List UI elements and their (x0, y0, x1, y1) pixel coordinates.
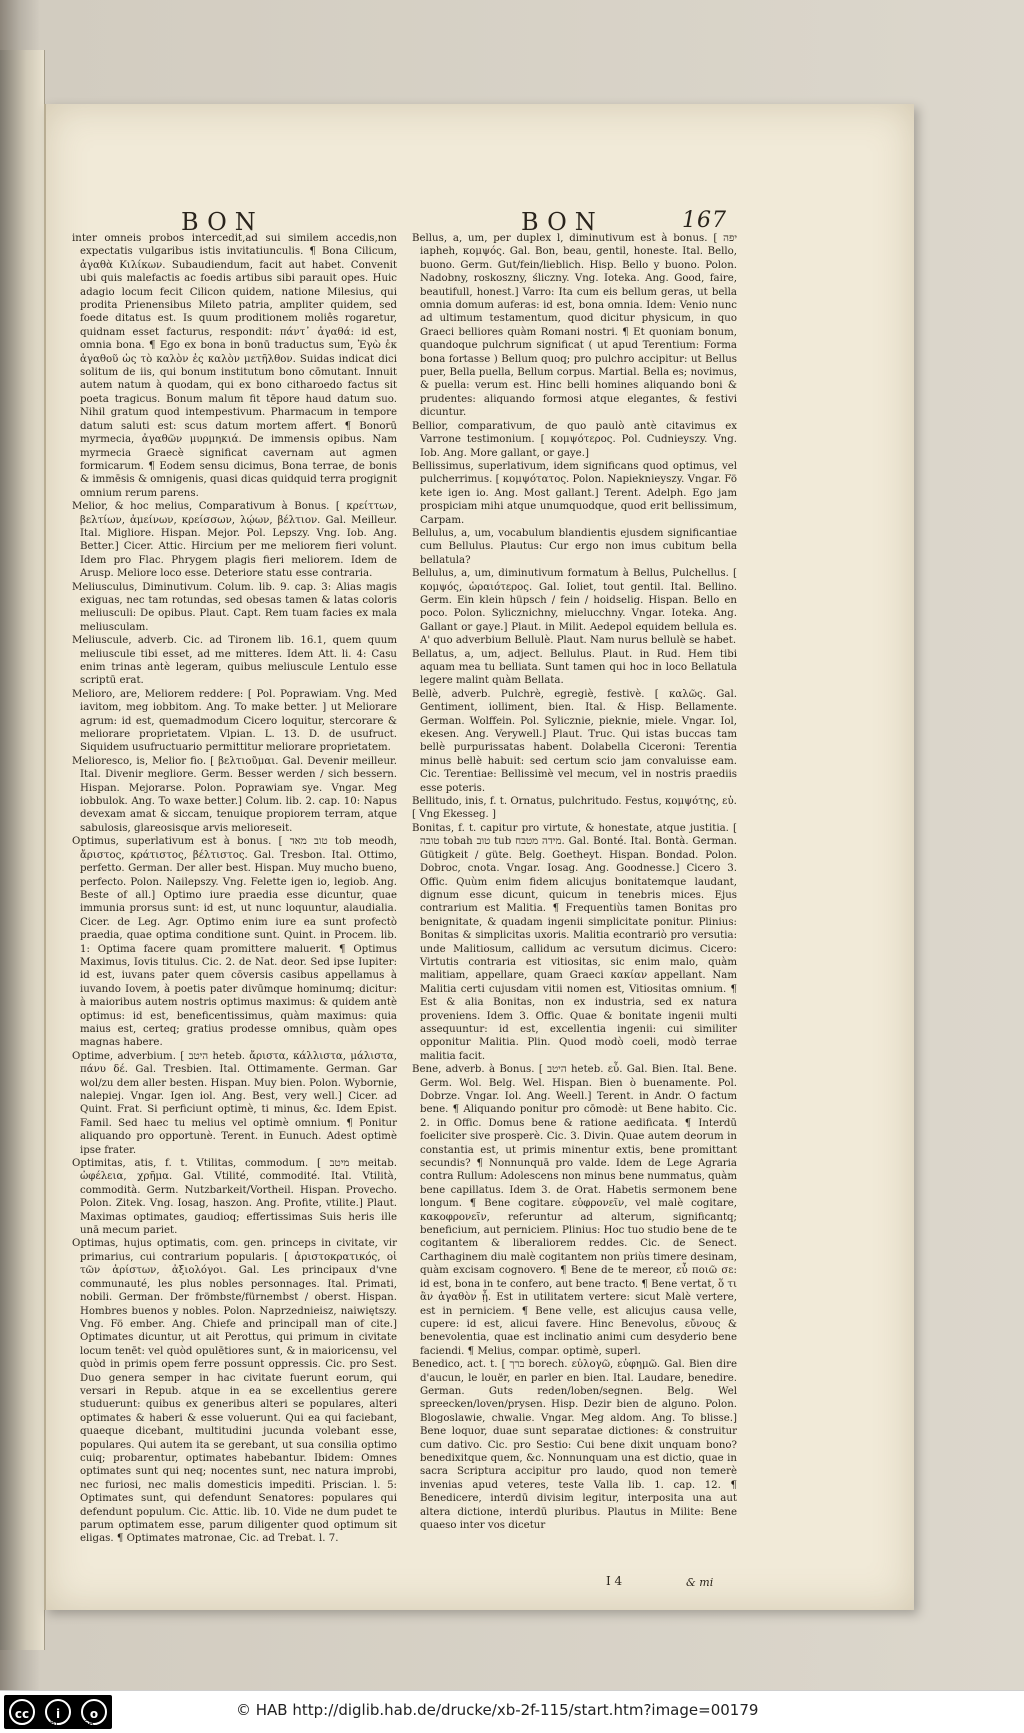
running-head-left: BON (181, 208, 264, 236)
entry: Meliusculus, Diminutivum. Colum. lib. 9. cap. 3: Alias magis exiguas, nec tam rotundas, sed obesas tamen & latas coloris meliusculi: De opibus. Plaut. Capt. Rem tuam facies ex mala meliusculam. (72, 581, 397, 633)
cc-icon: cc (9, 1699, 35, 1725)
page-number: 167 (682, 208, 727, 233)
entry: Bellè, adverb. Pulchrè, egregiè, festivè. [ καλῶς. Gal. Gentiment, iolliment, bien. Ital. & Hisp. Bellamente. German. Wolffein. Pol. Sylicznie, pieknie, miele. Vngar. Iol, ekesen. Ang. Verywell.] Plaut. Truc. Qui istas buccas tam bellè purpurissatas habent. Dolabella Ciceroni: Terentia minus bellè habuit: sed certum scio jam convaluisse eam. Cic. Terentiae: Bellissimè vel mecum, vel in nostris praediis esse poteris. (412, 688, 737, 794)
catchword: & mi (686, 1576, 714, 1589)
entry: Melior, & hoc melius, Comparativum à Bonus. [ κρείττων, βελτίων, ἀμείνων, κρείσσων, λῴων, βέλτιον. Gal. Meilleur. Ital. Migliore. Hispan. Mejor. Pol. Lepszy. Vng. Iob. Ang. Better.] Cicer. Attic. Hircium per me meliorem fieri volunt. Idem pro Flac. Phrygem plagis fieri meliorem. Idem de Arusp. Meliore loco esse. Deteriore statu esse contraria. (72, 501, 397, 580)
entry: Optimitas, atis, f. t. Vtilitas, commodum. [ מיטב meitab. ὠφέλεια, χρῆμα. Gal. Vtilité, commodité. Ital. Vtilità, commodità. Germ. Nutzbarkeit/Vortheil. Hispan. Provecho. Polon. Zitek. Vng. Iosag, haszon. Ang. Profite, vtilite.] Plaut. Maximas optimates, gaudioq; effertissimas Suis heris ille unā mecum pariet. (72, 1158, 397, 1237)
entry: Melioro, are, Meliorem reddere: [ Pol. Poprawiam. Vng. Med iavitom, meg iobbitom. Ang. To make better. ] ut Meliorare agrum: id est, quemadmodum Cicero loquitur, stercorare & meliorare proprietatem. Vlpian. L. 13. D. de usufruct. Siquidem usufructuario permittitur meliorare proprietatem. (72, 688, 397, 754)
entry: inter omneis probos intercedit,ad sui similem accedis,non expectatis vulgaribus istis invitatiunculis. ¶ Bona Cilicum, ἀγαθὰ Κιλίκων. Subaudiendum, facit aut habet. Convenit ubi quis malefactis ac foedis artibus sibi parauit opes. Huic adagio locum fecit Cilicon quidem, natione Milesius, qui prodita Prienensibus Mileto patria, ampliter quidem, sed foede ditatus est. Is quum proditionem moliês rogaretur, quidnam esset facturus, respondit: πάντ᾽ ἀγαθά: id est, omnia bona. ¶ Ego ex bona in bonū traductus sum, Ἐγὼ ἐκ ἀγαθοῦ ὡς τὸ καλὸν ἐς καλὸν μετῆλθον. Suidas indicat dici solitum de iis, qui bonum institutum bono cōmutant. Innuit autem natum à quodam, qui ex bono citharoedo factus sit poeta tragicus. Bonum malum fit tēpore haud datum suo. Nihil gratum quod intempestivum. Pharmacum in tempore datum saluti est: scus datum mortem affert. ¶ Bonorū myrmecia, ἀγαθῶν μυρμηκιά. De immensis opibus. Nam myrmecia Graecè significat cavernam aut agmen formicarum. ¶ Eodem sensu dicimus, Bona terrae, de bonis & immēsis & omnigenis, quasi dicas quidquid terra progignit omnium rerum parens. (72, 233, 397, 499)
book-page (44, 104, 914, 1610)
entry: Bellissimus, superlativum, idem significans quod optimus, vel pulcherrimus. [ κομψότατος. Polon. Napieknieyszy. Vngar. Fö kete igen io. Ang. Most gallant.] Terent. Adelph. Ego jam prospiciam mihi atque unumquodque, quod erit bellissimum, Carpam. (412, 460, 737, 526)
entry: Melioresco, is, Melior fio. [ βελτιοῦμαι. Gal. Devenir meilleur. Ital. Divenir megliore. Germ. Besser werden / sich bessern. Hispan. Mejorarse. Polon. Poprawiam sye. Vngar. Meg iobbulok. Ang. To waxe better.] Colum. lib. 2. cap. 10: Napus devexam amat & siccam, tenuique propiorem terram, atque sabulosis, glareosisque arvis melioreseit. (72, 755, 397, 834)
attribution-link[interactable]: © HAB http://diglib.hab.de/drucke/xb-2f-115/start.htm?image=00179 (236, 1701, 759, 1719)
entry: Optimas, hujus optimatis, com. gen. princeps in civitate, vir primarius, cui contrarium popularis. [ ἀριστοκρατικός, οἱ τῶν ἀρίστων, ἀξιολόγοι. Gal. Les principaux d'vne communauté, les plus nobles personnages. Ital. Primati, nobili. German. Der frömbste/fürnembst / oberst. Hispan. Hombres buenos y nobles. Polon. Naprzednieisz, naiwiętszy. Vng. Fö ember. Ang. Chiefe and principall man of cite.] Optimates dicuntur, ut ait Perottus, qui primum in civitate locum tenēt: vel quòd opulētiores sunt, & in maioricensu, vel quòd in primis opem ferre possunt oppressis. Cic. pro Sest. Duo genera semper in hac civitate fuerunt eorum, qui versari in Repub. atque in ea se excellentius gerere studuerunt: quibus ex generibus alteri se populares, alteri optimates & haberi & esse voluerunt. Qui ea qui faciebant, quaeque dicebant, multitudini jucunda volebant esse, populares. Qui autem ita se gerebant, ut sua consilia optimo cuiq; probarentur, optimates habebantur. Ibidem: Omnes optimates sunt qui neq; nocentes sunt, nec natura improbi, nec furiosi, nec malis domesticis impediti. Priscian. l. 5: Optimates sunt, qui defendunt Senatores: populares qui defendunt populum. Cic. Attic. lib. 10. Vide ne dum pudet te parum optimatem esse, parum diligenter quod optimum sit eligas. ¶ Optimates matronae, Cic. ad Trebat. l. 7. (72, 1238, 397, 1545)
right-column (412, 232, 737, 1577)
entry: [ Vng Ekesseg. ] (412, 809, 496, 821)
license-label-by: BY (50, 1719, 59, 1727)
share-alike-icon: o (81, 1699, 107, 1725)
entry: Bellatus, a, um, adject. Bellulus. Plaut. in Rud. Hem tibi aquam mea tu belliata. Sunt tamen qui hoc in loco Bellatula legere malint quàm Bellata. (412, 648, 737, 687)
license-label-sa: SA (84, 1719, 94, 1727)
entry: Optimus, superlativum est à bonus. [ טוב מאד tob meodh, ἄριστος, κράτιστος, βέλτιστος. Gal. Tresbon. Ital. Ottimo, perfetto. German. Der aller best. Hispan. Muy mucho bueno, perfecto. Polon. Nailepszy. Vng. Felette igen io, legiob. Ang. Beste of all.] Optimo iure praedia esse dicuntur, quae immunia prorsus sunt: id est, ut nunc loquuntur, alaudialia. Cicer. de Leg. Agr. Optimo enim iure ea sunt profectò praedia, quae optima conditione sunt. Quint. in Procem. lib. 1: Optima facere quam promittere maluerit. ¶ Optimus Maximus, Iovis titulus. Cic. 2. de Nat. deor. Sed ipse Iupiter: id est, iuvans pater quem cōversis casibus appellamus à iuvando Iovem, à poetis pater divūmque hominumq; dicitur: à maioribus autem nostris optimus maximus: & quidem antè optimus: id est, beneficentissimus, quàm maximus: quia maius est, certeq; gratius prodesse omnibus, quàm opes magnas habere. (72, 836, 397, 1049)
running-head-right: BON (521, 208, 604, 236)
left-page-edge (0, 50, 45, 1650)
entry: Bellulus, a, um, vocabulum blandientis ejusdem significantiae cum Bellulus. Plautus: Cur ergo non imus cubitum bella bellatula? (412, 527, 737, 566)
entry: Bellior, comparativum, de quo paulò antè citavimus ex Varrone testimonium. [ κομψότερος. Pol. Cudnieyszy. Vng. Iob. Ang. More gallant, or gaye.] (412, 420, 737, 459)
entry: Benedico, act. t. [ ברך borech. εὐλογῶ, εὐφημῶ. Gal. Bien dire d'aucun, le louër, en parler en bien. Ital. Laudare, benedire. German. Guts reden/loben/segnen. Belg. Wel spreecken/loven/prysen. Hisp. Dezir bien de alguno. Polon. Blogoslawie, chwalie. Vngar. Meg aldom. Ang. To blisse.] Bene loquor, duae sunt separatae dictiones: & construitur cum dativo. Cic. pro Sestio: Cui bene dixit unquam bono? benedixitque quem, &c. Nonnunquam una est dictio, quae in sacra Scriptura accipitur pro laudo, quod non temerè invenias apud veteres, teste Valla lib. 1. cap. 12. ¶ Benedicere, interdū divisim legitur, interposita una aut altera dictione, interdū pluribus. Plautus in Milite: Bene quaeso inter vos dicetur (412, 1359, 737, 1531)
entry: Bellitudo, inis, f. t. Ornatus, pulchritudo. Festus, κομψότης, εὐ. (412, 796, 737, 808)
entry: Bonitas, f. t. capitur pro virtute, & honestate, atque justitia. [ טובה tobah טוב tub מידה מטבח. Gal. Bonté. Ital. Bontà. German. Gütigkeit / güte. Belg. Goetheyt. Hispan. Bondad. Polon. Dobroc, cnota. Vngar. Iosag. Ang. Goodnesse.] Cicero 3. Offic. Quùm enim fidem alicujus bonitatemque laudant, dignum esse dicunt, quicum in tenebris mices. Ejus contrarium est Malitia. ¶ Frequentiùs tamen Bonitas pro benignitate, & quadam ingenii simplicitate ponitur. Plinius: Bonitas & simplicitas uxoris. Malitia econtrariò pro versutia: unde Malitiosum, callidum ac versutum dicimus. Cicero: Virtutis contraria est vitiositas, sic enim malo, quàm malitiam, appellare, quam Graeci κακίαν appellant. Nam Malitia certi cujusdam vitii nomen est, Vitiositas omnium. ¶ Est & alia Bonitas, non ex industria, sed ex natura proveniens. Idem 3. Offic. Quae & bonitate ingenii multi assequuntur: id est, excellentia ingenii: cui similiter opponitur Malitia. Plin. Quod modò coeli, modò terrae malitia facit. (412, 822, 737, 1062)
entry: Bellulus, a, um, diminutivum formatum à Bellus, Pulchellus. [ κομψός, ὡραιότερος. Gal. Ioliet, tout gentil. Ital. Bellino. Germ. Ein klein hüpsch / fein / hoidselig. Hispan. Bello en poco. Polon. Sylicznichny, mielucchny. Vngar. Ioteka. Ang. Gallant or gaye.] Plaut. in Milit. Aedepol equidem bellula es. A' quo adverbium Bellulè. Plaut. Nam nurus bellulè se habet. (412, 568, 737, 647)
entry: Bellus, a, um, per duplex l, diminutivum est à bonus. [ יפה iapheh, κομψός. Gal. Bon, beau, gentil, honeste. Ital. Bello, buono. Germ. Gut/fein/lieblich. Hisp. Bello y buono. Polon. Nadobny, roskoszny, śliczny. Vng. Ioteka. Ang. Good, faire, beautifull, honest.] Varro: Ita cum eis bellum geras, ut bella omnia domum auferas: id est, bona omnia. Idem: Venio nunc ad ultimum testamentum, quod dicitur physicum, in quo Graeci belliores quàm Romani nostri. ¶ Et quoniam bonum, quandoque pulchrum significat ( ut apud Terentium: Forma bona fortasse ) Bellum quoq; pro pulchro accipitur: ut Bellus puer, Bella puella, Bellum corpus. Martial. Bella es; novimus, & puella: verum est. Hinc belli homines aliquando boni & prudentes: aliquando formosi atque elegantes, & festivi dicuntur. (412, 233, 737, 419)
footer-bar (0, 1690, 1024, 1733)
signature-mark: I 4 (606, 1574, 623, 1588)
entry: Optime, adverbium. [ היטב heteb. ἄριστα, κάλλιστα, μάλιστα, πάνυ δέ. Gal. Tresbien. Ital. Ottimamente. German. Gar wol/zu dem aller besten. Hispan. Muy bien. Polon. Wybornie, nalepiej. Vngar. Igen iol. Ang. Best, very well.] Cicer. ad Quint. Frat. Si perficiunt optimè, ti minus, &c. Idem Epist. Famil. Sed haec tu melius vel optimè omnium. ¶ Ponitur aliquando pro opportunè. Terent. in Eunuch. Adest optimè ipse frater. (72, 1050, 397, 1156)
left-column (72, 232, 397, 1577)
entry: Bene, adverb. à Bonus. [ היטב heteb. εὖ. Gal. Bien. Ital. Bene. Germ. Wol. Belg. Wel. Hispan. Bien ò buenamente. Pol. Dobrze. Vngar. Iol. Ang. Weell.] Terent. in Andr. O factum bene. ¶ Aliquando ponitur pro cōmodè: ut Bene habito. Cic. 2. in Offic. Domus bene & ratione aedificata. ¶ Interdū foeliciter sive prosperè. Cic. 3. Divin. Quae autem deorum in constantia est, ut primis minentur extis, bene promittant secundis? ¶ Nonnunquā pro valde. Idem de Lege Agraria contra Rullum: Adolescens non minus bene nummatus, quàm bene capillatus. Idem 3. de Orat. Habetis sermonem bene longum. ¶ Bene cogitare. εὐφρονεῖν, vel malè cogitare, κακοφρονεῖν, referuntur ad alterum, significantq; beneficium, aut perniciem. Plinius: Hoc tuo studio bene de te cogitantem & liberaliorem reddes. Cic. de Senect. Carthaginem diu malè cogitantem non priùs timere desinam, quàm excisam cognovero. ¶ Bene de te mereor, εὖ ποιῶ σε: id est, bona in te confero, aut bene tracto. ¶ Bene vertat, ὅ τι ἂν ἀγαθὸν ᾖ. Est in utilitatem vertere: sicut Malè vertere, est in perniciem. ¶ Bene velle, est alicujus causa velle, cupere: id est, alicui favere. Hinc Benevolus, εὔνους & benevolentia, quae est inclinatio animi cum desyderio bene faciendi. ¶ Melius, compar. optimè, superl. (412, 1064, 737, 1357)
attribution-icon: i (45, 1699, 71, 1725)
entry: Meliuscule, adverb. Cic. ad Tironem lib. 16.1, quem quum meliuscule tibi esset, ad me mitteres. Idem Att. li. 4: Casu enim trinas antè legeram, quibus meliuscule Lentulo esse scriptū erat. (72, 635, 397, 687)
